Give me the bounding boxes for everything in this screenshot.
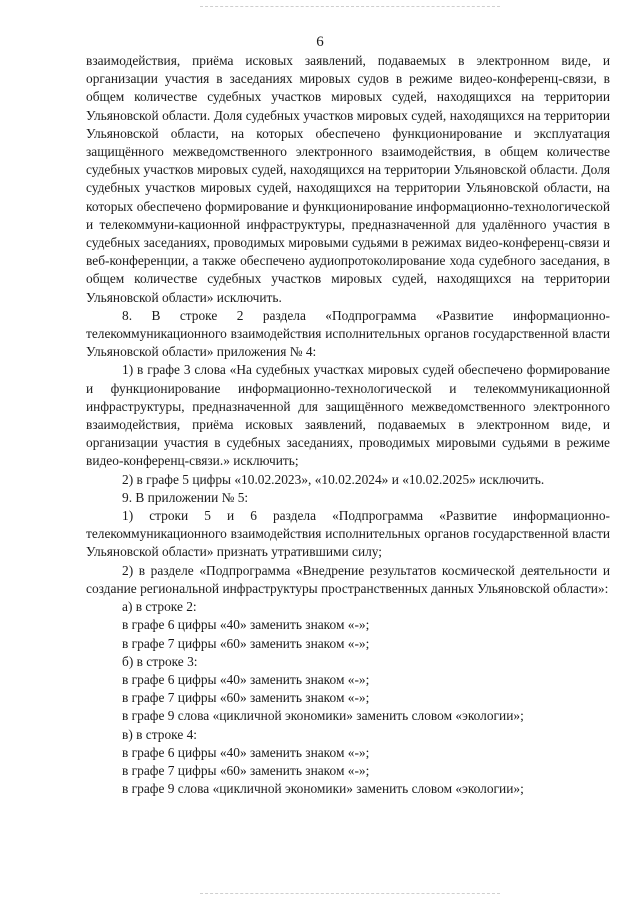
- list-item: в графе 6 цифры «40» заменить знаком «-»;: [122, 671, 370, 687]
- paragraph-item-8: 8. В строке 2 раздела «Подпрограмма «Развитие информационно-телекоммуникационного взаимодействия исполнительных органов государственной власти Ульяновской области» приложения № 4:: [86, 307, 610, 360]
- page-number: 6: [316, 34, 324, 50]
- paragraph-continuation: взаимодействия, приёма исковых заявлений, подаваемых в электронном виде, и организации участия в заседаниях мировых судов в режиме видео-конференц-связи, в общем количестве судебных участков мировых судей, находящихся на территории Ульяновской области. Доля судебных участков мировых судей, находящихся на территории Ульяновской области, на которых обеспечено функционирование и эксплуатация защищённого межведомственного электронного взаимодействия, в общем количестве судебных участков мировых судей, находящихся на территории Ульяновской области. Доля судебных участков мировых судей, находящихся на территории Ульяновской области, на которых обеспечено формирование и функционирование информационно-технологической и телекоммуни-кационной инфраструктуры, предназначенной для удалённого участия в судебных заседаниях, проводимых мировыми судьями в режимах видео-конференц-связи и веб-конференции, а также обеспечено аудиопротоколирование хода судебного заседания, в общем количестве судебных участков мировых судей, находящихся на территории Ульяновской области» исключить.: [86, 53, 610, 305]
- list-item: б) в строке 3:: [122, 653, 198, 669]
- list-item: в графе 7 цифры «60» заменить знаком «-»;: [122, 690, 370, 706]
- scan-edge-bottom: [200, 893, 500, 895]
- list-item: в графе 7 цифры «60» заменить знаком «-»;: [122, 635, 370, 651]
- list-item: в графе 6 цифры «40» заменить знаком «-»;: [122, 617, 370, 633]
- list-item: в) в строке 4:: [122, 726, 198, 742]
- paragraph-item-9-1: 1) строки 5 и 6 раздела «Подпрограмма «Развитие информационно-телекоммуникационного взаимодействия исполнительных органов государственной власти Ульяновской области» признать утратившими силу;: [86, 508, 610, 560]
- scan-edge-top: [200, 6, 500, 8]
- document-body: [86, 52, 610, 798]
- paragraph-item-8-2: 2) в графе 5 цифры «10.02.2023», «10.02.2024» и «10.02.2025» исключить.: [122, 471, 545, 487]
- list-item: в графе 6 цифры «40» заменить знаком «-»;: [122, 744, 370, 760]
- paragraph-item-8-1: 1) в графе 3 слова «На судебных участках мировых судей обеспечено формирование и функционирование информационно-технологической и телекоммуникационной инфраструктуры, предназначенной для защищённого межведомственного электронного взаимодействия, приёма исковых заявлений, подаваемых в электронном виде, и организации участия в судебных заседаниях, проводимых мировыми судьями в режиме видео-конференц-связи.» исключить;: [86, 362, 610, 469]
- paragraph-item-9: 9. В приложении № 5:: [122, 489, 249, 505]
- list-item: в графе 9 слова «цикличной экономики» заменить словом «экологии»;: [122, 781, 524, 797]
- list-item: в графе 7 цифры «60» заменить знаком «-»;: [122, 762, 370, 778]
- list-item: а) в строке 2:: [122, 599, 197, 615]
- paragraph-item-9-2: 2) в разделе «Подпрограмма «Внедрение результатов космической деятельности и создание региональной инфраструктуры пространственных данных Ульяновской области»:: [86, 562, 610, 596]
- list-item: в графе 9 слова «цикличной экономики» заменить словом «экологии»;: [122, 708, 524, 724]
